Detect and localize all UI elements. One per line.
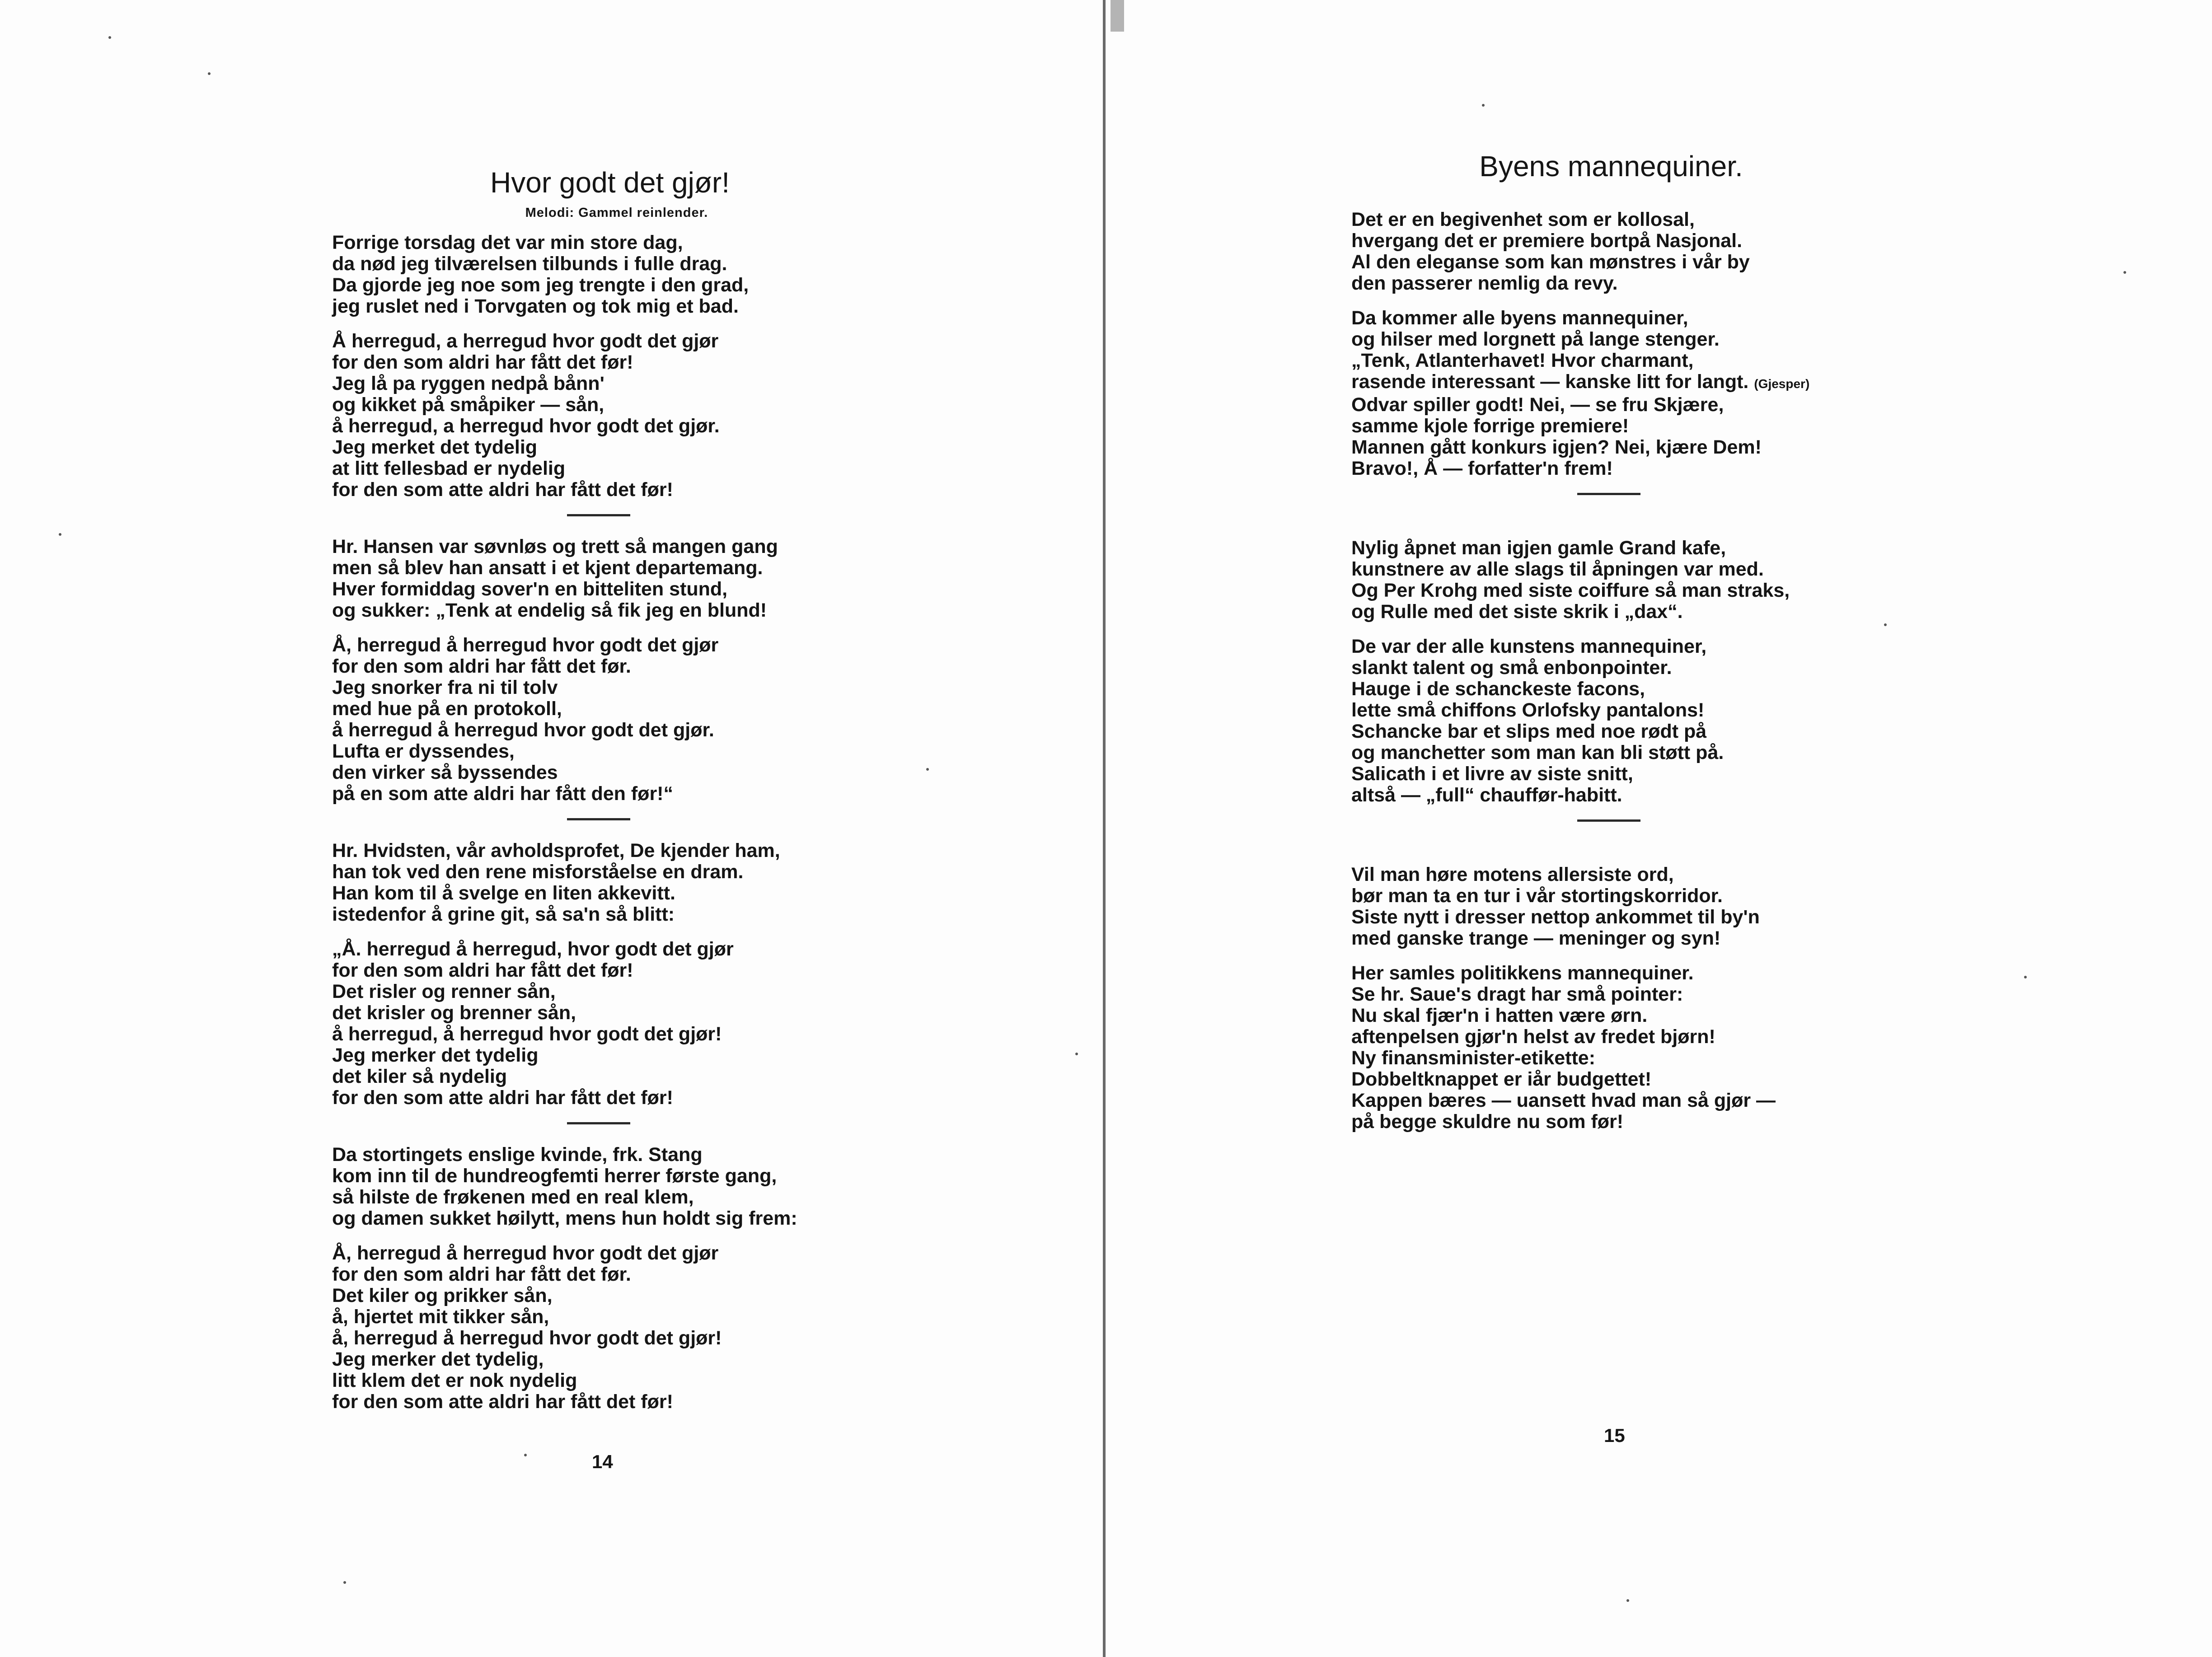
verse-line: De var der alle kunstens mannequiner, (1351, 635, 1707, 657)
verse-line: den virker så byssendes (332, 761, 558, 783)
scan-speck (1884, 623, 1887, 626)
song-title: Byens mannequiner. (1479, 150, 1743, 183)
right-text-column (1351, 149, 1871, 1146)
scan-speck (208, 72, 211, 75)
stanza (332, 840, 901, 925)
scan-speck (1626, 1599, 1629, 1602)
stanza (332, 1144, 901, 1229)
refrain (332, 331, 901, 501)
verse-line: „Å. herregud å herregud, hvor godt det gjør (332, 938, 734, 960)
scan-speck (2123, 271, 2126, 274)
aside-note: (Gjesper) (1754, 376, 1810, 391)
section-divider (1577, 493, 1640, 495)
verse-line: Mannen gått konkurs igjen? Nei, kjære Dem! (1351, 436, 1762, 458)
verse-line: Å herregud, a herregud hvor godt det gjør (332, 330, 719, 352)
verse-line: med ganske trange — meninger og syn! (1351, 927, 1721, 949)
verse-line: Salicath i et livre av siste snitt, (1351, 763, 1633, 785)
verse-line: og hilser med lorgnett på lange stenger. (1351, 328, 1720, 350)
verse-line: å herregud, a herregud hvor godt det gjør. (332, 415, 720, 437)
verse-line: Jeg merker det tydelig, (332, 1348, 544, 1370)
refrain (1351, 308, 1871, 479)
scan-speck (2024, 976, 2027, 978)
verse-line: å, herregud å herregud hvor godt det gjør! (332, 1327, 722, 1349)
verse-line: kom inn til de hundreogfemti herrer første gang, (332, 1165, 777, 1187)
scan-speck (926, 768, 929, 771)
verse-line: Odvar spiller godt! Nei, — se fru Skjære, (1351, 393, 1724, 416)
verse-line: Da stortingets enslige kvinde, frk. Stang (332, 1143, 703, 1166)
verse-line: for den som atte aldri har fått det før! (332, 478, 673, 501)
verse-line: Jeg snorker fra ni til tolv (332, 676, 558, 698)
verse-line: å, hjertet mit tikker sån, (332, 1306, 549, 1328)
stanza (1351, 864, 1871, 949)
verse-line: Det risler og renner sån, (332, 980, 556, 1002)
stanza (1351, 209, 1871, 294)
verse-line: Schancke bar et slips med noe rødt på (1351, 720, 1707, 742)
verse-line: Hr. Hvidsten, vår avholdsprofet, De kjender ham, (332, 839, 780, 861)
left-text-column (332, 165, 901, 1426)
verse-line: Lufta er dyssendes, (332, 740, 515, 762)
verse-line: Ny finansminister-etikette: (1351, 1047, 1596, 1069)
refrain (332, 635, 901, 805)
verse-line: og damen sukket høilytt, mens hun holdt sig frem: (332, 1207, 797, 1229)
verse-line: å herregud å herregud hvor godt det gjør. (332, 719, 714, 741)
verse-line: Kappen bæres — uansett hvad man så gjør — (1351, 1089, 1776, 1111)
verse-line: hvergang det er premiere bortpå Nasjonal. (1351, 229, 1743, 252)
verse-line: så hilste de frøkenen med en real klem, (332, 1186, 694, 1208)
verse-line: Vil man høre motens allersiste ord, (1351, 863, 1674, 885)
verse-line: Her samles politikkens mannequiner. (1351, 962, 1694, 984)
section-divider (567, 1122, 630, 1124)
section-spacer (1351, 842, 1871, 864)
verse-line: Jeg merket det tydelig (332, 436, 538, 458)
verse-line: slankt talent og små enbonpointer. (1351, 656, 1672, 679)
verse-line: Nu skal fjær'n i hatten være ørn. (1351, 1004, 1648, 1026)
verse-line: han tok ved den rene misforståelse en dram. (332, 861, 744, 883)
verse-line: det krisler og brenner sån, (332, 1002, 576, 1024)
verse-line: for den som aldri har fått det før! (332, 351, 633, 373)
verse-line: og kikket på småpiker — sån, (332, 393, 605, 416)
verse-line: Al den eleganse som kan mønstres i vår by (1351, 251, 1750, 273)
verse-line: Da gjorde jeg noe som jeg trengte i den grad, (332, 274, 749, 296)
verse-line: Og Per Krohg med siste coiffure så man straks, (1351, 579, 1790, 601)
verse-line: aftenpelsen gjør'n helst av fredet bjørn! (1351, 1025, 1715, 1048)
verse-line: med hue på en protokoll, (332, 697, 562, 720)
verse-line: for den som aldri har fått det før! (332, 959, 633, 981)
verse-line: Hauge i de schanckeste facons, (1351, 678, 1645, 700)
refrain (332, 1243, 901, 1413)
verse-line: Hver formiddag sover'n en bitteliten stund, (332, 578, 728, 600)
section-spacer (1351, 515, 1871, 538)
verse-line (1351, 371, 1871, 394)
verse-line: bør man ta en tur i vår stortingskorridor. (1351, 885, 1723, 907)
stanza (1351, 538, 1871, 623)
section-divider (567, 514, 630, 516)
refrain (1351, 963, 1871, 1133)
verse-line: istedenfor å grine git, så sa'n så blitt: (332, 903, 675, 925)
verse-line: den passerer nemlig da revy. (1351, 272, 1618, 294)
verse-line: kunstnere av alle slags til åpningen var med. (1351, 558, 1764, 580)
scan-speck (1075, 1053, 1078, 1055)
verse-line: Det kiler og prikker sån, (332, 1284, 553, 1306)
verse-line: å herregud, å herregud hvor godt det gjør! (332, 1023, 722, 1045)
verse-line: at litt fellesbad er nydelig (332, 457, 566, 479)
verse-line: for den som atte aldri har fått det før! (332, 1390, 673, 1413)
verse-line: „Tenk, Atlanterhavet! Hvor charmant, (1351, 349, 1694, 371)
scan-speck (59, 533, 61, 536)
scan-speck (1482, 104, 1485, 107)
verse-text: rasende interessant — kanske litt for langt. (1351, 370, 1749, 393)
verse-line: lette små chiffons Orlofsky pantalons! (1351, 699, 1705, 721)
song-title: Hvor godt det gjør! (490, 166, 730, 199)
verse-line: på begge skuldre nu som før! (1351, 1110, 1624, 1133)
verse-line: da nød jeg tilværelsen tilbunds i fulle drag. (332, 253, 727, 275)
verse-line: for den som aldri har fått det før. (332, 655, 631, 677)
verse-line: det kiler så nydelig (332, 1065, 507, 1087)
refrain (1351, 636, 1871, 806)
stanza (332, 232, 901, 317)
verse-line: Han kom til å svelge en liten akkevitt. (332, 882, 675, 904)
verse-line: på en som atte aldri har fått den før!“ (332, 782, 673, 805)
melody-note: Melodi: Gammel reinlender. (525, 205, 708, 220)
section-divider (567, 818, 630, 820)
page-number: 14 (592, 1451, 613, 1472)
verse-line: og Rulle med det siste skrik i „dax“. (1351, 600, 1683, 623)
verse-line: Siste nytt i dresser nettop ankommet til by'n (1351, 906, 1760, 928)
verse-line: litt klem det er nok nydelig (332, 1369, 577, 1391)
verse-line: Hr. Hansen var søvnløs og trett så mangen gang (332, 535, 778, 557)
verse-line: Dobbeltknappet er iår budgettet! (1351, 1068, 1652, 1090)
verse-line: samme kjole forrige premiere! (1351, 415, 1629, 437)
verse-line: Forrige torsdag det var min store dag, (332, 231, 683, 253)
verse-line: Da kommer alle byens mannequiner, (1351, 307, 1688, 329)
verse-line: jeg ruslet ned i Torvgaten og tok mig et bad. (332, 295, 739, 317)
verse-line: for den som atte aldri har fått det før! (332, 1086, 673, 1109)
verse-line: Nylig åpnet man igjen gamle Grand kafe, (1351, 537, 1726, 559)
verse-line: Det er en begivenhet som er kollosal, (1351, 208, 1695, 230)
verse-line: men så blev han ansatt i et kjent departemang. (332, 557, 763, 579)
verse-line: og manchetter som man kan bli støtt på. (1351, 741, 1724, 763)
verse-line: Se hr. Saue's dragt har små pointer: (1351, 983, 1683, 1005)
verse-line: Å, herregud å herregud hvor godt det gjør (332, 1242, 719, 1264)
refrain (332, 939, 901, 1109)
book-gutter (1103, 0, 1106, 1657)
verse-line: Å, herregud å herregud hvor godt det gjør (332, 634, 719, 656)
section-divider (1577, 819, 1640, 822)
verse-line: Bravo!, Å — forfatter'n frem! (1351, 457, 1613, 479)
verse-line: Jeg lå pa ryggen nedpå bånn' (332, 372, 605, 394)
title-spacer (1351, 184, 1871, 209)
verse-line: altså — „full“ chauffør-habitt. (1351, 784, 1622, 806)
scan-speck (343, 1581, 346, 1584)
verse-line: for den som aldri har fått det før. (332, 1263, 631, 1285)
page-number: 15 (1604, 1425, 1625, 1446)
verse-line: og sukker: „Tenk at endelig så fik jeg en blund! (332, 599, 767, 621)
verse-line: Jeg merker det tydelig (332, 1044, 539, 1066)
stanza (332, 536, 901, 621)
left-page (0, 0, 1102, 1657)
scan-speck (524, 1454, 527, 1456)
scan-speck (108, 36, 111, 39)
